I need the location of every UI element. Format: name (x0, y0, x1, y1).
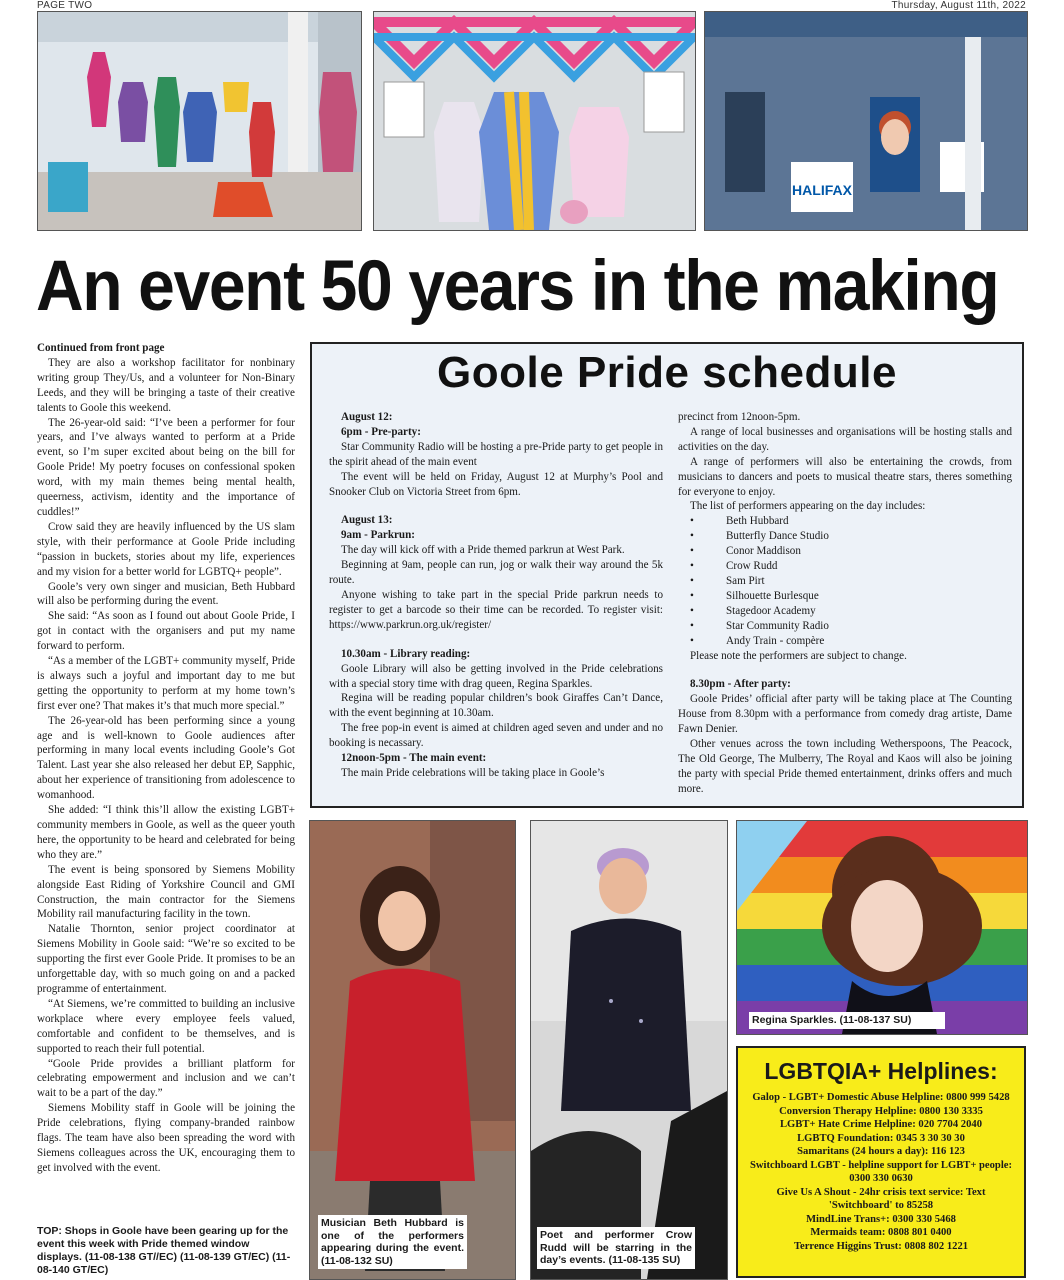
helpline-entry: Samaritans (24 hours a day): 116 123 (797, 1146, 965, 1157)
performer-item: • Andy Train - compère (678, 634, 1012, 649)
performer-note: Please note the performers are subject to change. (690, 649, 907, 662)
helpline-entry: MindLine Trans+: 0300 330 5468 (806, 1213, 956, 1225)
schedule-paragraph: The event will be held on Friday, August 12 at Murphy’s Pool and Snooker Club on Victoria Street from 6pm. (329, 470, 663, 498)
schedule-heading: 12noon-5pm - The main event: (341, 752, 487, 765)
schedule-paragraph: A range of local businesses and organisations will be hosting stalls and activities on the day. (678, 425, 1012, 453)
page-label: PAGE TWO (37, 0, 93, 11)
story-column (37, 341, 295, 1176)
story-paragraph: They are also a workshop facilitator for nonbinary writing group They/Us, and a volunteer for Non-Binary Leeds, and they will be bringing a taste of their creative talents to Goole this weekend. (37, 356, 295, 414)
helpline-entry: Conversion Therapy Helpline: 0800 130 3335 (779, 1105, 983, 1117)
halifax-bank-photo (704, 11, 1028, 231)
headline: An event 50 years in the making (36, 247, 999, 326)
schedule-paragraph: Star Community Radio will be hosting a pre-Pride party to get people in the spirit ahead of the main event (329, 440, 663, 468)
schedule-heading: August 13: (341, 514, 393, 527)
regina-caption: Regina Sparkles. (11-08-137 SU) (749, 1012, 945, 1029)
schedule-heading: 9am - Parkrun: (341, 529, 415, 542)
schedule-heading: August 12: (341, 411, 393, 423)
story-paragraph: Natalie Thornton, senior project coordinator at Siemens Mobility in Goole said: “We’re so excited to be supporting the first ever Goole Pride. It promises to be an unforgettable day, with so much going on and a packed programme of entertainment. (37, 923, 295, 995)
performer-item: • Stagedoor Academy (678, 604, 1012, 619)
schedule-right-column (678, 410, 1012, 797)
schedule-heading: 6pm - Pre-party: (341, 425, 421, 438)
helpline-entry: Switchboard LGBT - helpline support for LGBT+ people: 0300 330 0630 (750, 1159, 1012, 1184)
story-paragraph: The 26-year-old has been performing since a young age and is well-known to Goole audiences after performing in many local events including Goole’s Got Talent. Last year she also released her debut EP, Sapphic, about her experience of transitioning from adolescence to womanhood. (37, 714, 295, 802)
helplines-title: LGBTQIA+ Helplines: (764, 1058, 998, 1084)
schedule-paragraph: The list of performers appearing on the day includes: (690, 500, 926, 513)
regina-sparkles-photo (736, 820, 1028, 1035)
beth-caption: Musician Beth Hubbard is one of the performers appearing during the event. (11-08-132 SU) (318, 1215, 467, 1269)
halifax-sign-text: HALIFAX (792, 182, 852, 198)
beth-hubbard-photo (309, 820, 516, 1280)
schedule-paragraph: The day will kick off with a Pride themed parkrun at West Park. (341, 544, 625, 557)
continued-label: Continued from front page (37, 342, 165, 354)
helplines-box (736, 1046, 1026, 1278)
crow-rudd-photo (530, 820, 728, 1280)
helpline-entry: LGBTQ Foundation: 0345 3 30 30 30 (797, 1132, 965, 1144)
story-paragraph: She added: “I think this’ll allow the existing LGBT+ community members in Goole, as well as the queer youth here, the opportunity to be heard and celebrated for being who they are.” (37, 804, 295, 861)
performer-item: • Sam Pirt (678, 574, 1012, 589)
story-paragraph: The 26-year-old said: “I’ve been a performer for four years, and I’ve always wanted to perform at a Pride event, so I’m super excited about being on the bill for Goole Pride! My poetry focuses on confessional spoken word, with my main themes being mental health, queerness, activism, identity and the importance of cuddles!” (37, 416, 295, 518)
schedule-paragraph: Anyone wishing to take part in the special Pride parkrun needs to register to get a barcode so their time can be recorded. To register visit: https://www.parkrun.org.uk/register/ (329, 588, 663, 631)
story-paragraph: “As a member of the LGBT+ community myself, Pride is always such a joyful and important day to me but getting the opportunity to perform at my home town’s first ever one? That makes it’s that much more special.” (37, 655, 295, 712)
performer-list (678, 514, 1012, 648)
crow-caption: Poet and performer Crow Rudd will be starring in the day’s events. (11-08-135 SU) (537, 1227, 695, 1269)
schedule-paragraph: A range of performers will also be entertaining the crowds, from musicians to dancers and poets to musical theatre stars, theres something for everyone to enjoy. (678, 455, 1012, 498)
schedule-paragraph: The free pop-in event is aimed at children aged seven and under and no booking is necassary. (329, 722, 663, 750)
story-paragraph: Siemens Mobility staff in Goole will be joining the Pride celebrations, flying company-branded rainbow flags. The team have also been spreading the word with Siemens colleagues across the UK, encouraging them to get involved with the event. (37, 1102, 295, 1174)
story-paragraph: “Goole Pride provides a brilliant platform for celebrating empowerment and inclusion and we can’t wait to be a part of the day.” (37, 1057, 295, 1100)
schedule-paragraph: Goole Prides’ official after party will be taking place at The Counting House from 8.30pm with a performance from comedy drag artiste, Dame Fawn Denier. (678, 693, 1012, 736)
schedule-paragraph: precinct from 12noon-5pm. (678, 411, 801, 423)
date-label: Thursday, August 11th, 2022 (891, 0, 1026, 11)
helpline-entry: Mermaids team: 0808 801 0400 (810, 1227, 952, 1238)
schedule-left-column (329, 410, 663, 781)
story-paragraph: “At Siemens, we’re committed to building an inclusive workplace where every employee feels valued, comfortable and confident to be themselves, and is supported to reach their full potential. (37, 997, 295, 1055)
schedule-paragraph: Beginning at 9am, people can run, jog or walk their way around the 5k route. (329, 559, 663, 587)
performer-item: • Butterfly Dance Studio (678, 529, 1012, 544)
helpline-entry: Terrence Higgins Trust: 0808 802 1221 (793, 1240, 969, 1252)
story-paragraph: Crow said they are heavily influenced by the US slam style, with their performance at Goole Pride including “passion in buckets, stories about my life, experiences and my vision for a better world for LGBTQ+ people”. (37, 520, 295, 578)
schedule-paragraph: Goole Library will also be getting involved in the Pride celebrations with a special story time with drag queen, Regina Sparkles. (329, 662, 663, 690)
story-paragraph: She said: “As soon as I found out about Goole Pride, I got in contact with the organisers and put my name forward to perform. (37, 610, 295, 653)
performer-item: • Crow Rudd (678, 559, 1012, 574)
performer-item: • Star Community Radio (678, 619, 1012, 634)
schedule-paragraph: Other venues across the town including Wetherspoons, The Peacock, The Old George, The Mulberry, The Royal and Kaos will also be joining the party with special Pride themed entertainment, drinks offers and much more. (678, 738, 1012, 795)
top-photo-caption: TOP: Shops in Goole have been gearing up for the event this week with Pride themed window displays. (11-08-138 GT//EC) (11-08-139 GT/EC) (11-08-140 GT/EC) (37, 1225, 291, 1276)
performer-item: • Beth Hubbard (678, 514, 1012, 529)
schedule-title: Goole Pride schedule (437, 348, 897, 397)
performer-item: • Conor Maddison (678, 544, 1012, 559)
helpline-entry: Give Us A Shout - 24hr crisis text service: Text 'Switchboard' to 85258 (776, 1186, 986, 1211)
story-paragraph: Goole’s very own singer and musician, Beth Hubbard will also be performing during the event. (37, 580, 295, 608)
shop-window-photo-2 (373, 11, 696, 231)
performer-item: • Silhouette Burlesque (678, 589, 1012, 604)
helpline-entry: Galop - LGBT+ Domestic Abuse Helpline: 0800 999 5428 (752, 1092, 1010, 1103)
helpline-entry: LGBT+ Hate Crime Helpline: 020 7704 2040 (779, 1119, 982, 1130)
story-paragraph: The event is being sponsored by Siemens Mobility alongside East Riding of Yorkshire Council and GMI Construction, the main contractor for the Siemens Mobility rail manufacturing facility in the town. (37, 863, 295, 921)
schedule-heading: 10.30am - Library reading: (341, 647, 471, 660)
schedule-paragraph: Regina will be reading popular children’s book Giraffes Can’t Dance, with the event beginning at 10.30am. (329, 692, 663, 720)
shop-window-photo-1 (37, 11, 362, 231)
helplines-list (738, 1091, 1024, 1253)
schedule-paragraph: The main Pride celebrations will be taking place in Goole’s (341, 766, 605, 779)
schedule-box (310, 342, 1024, 808)
schedule-heading: 8.30pm - After party: (690, 678, 791, 691)
